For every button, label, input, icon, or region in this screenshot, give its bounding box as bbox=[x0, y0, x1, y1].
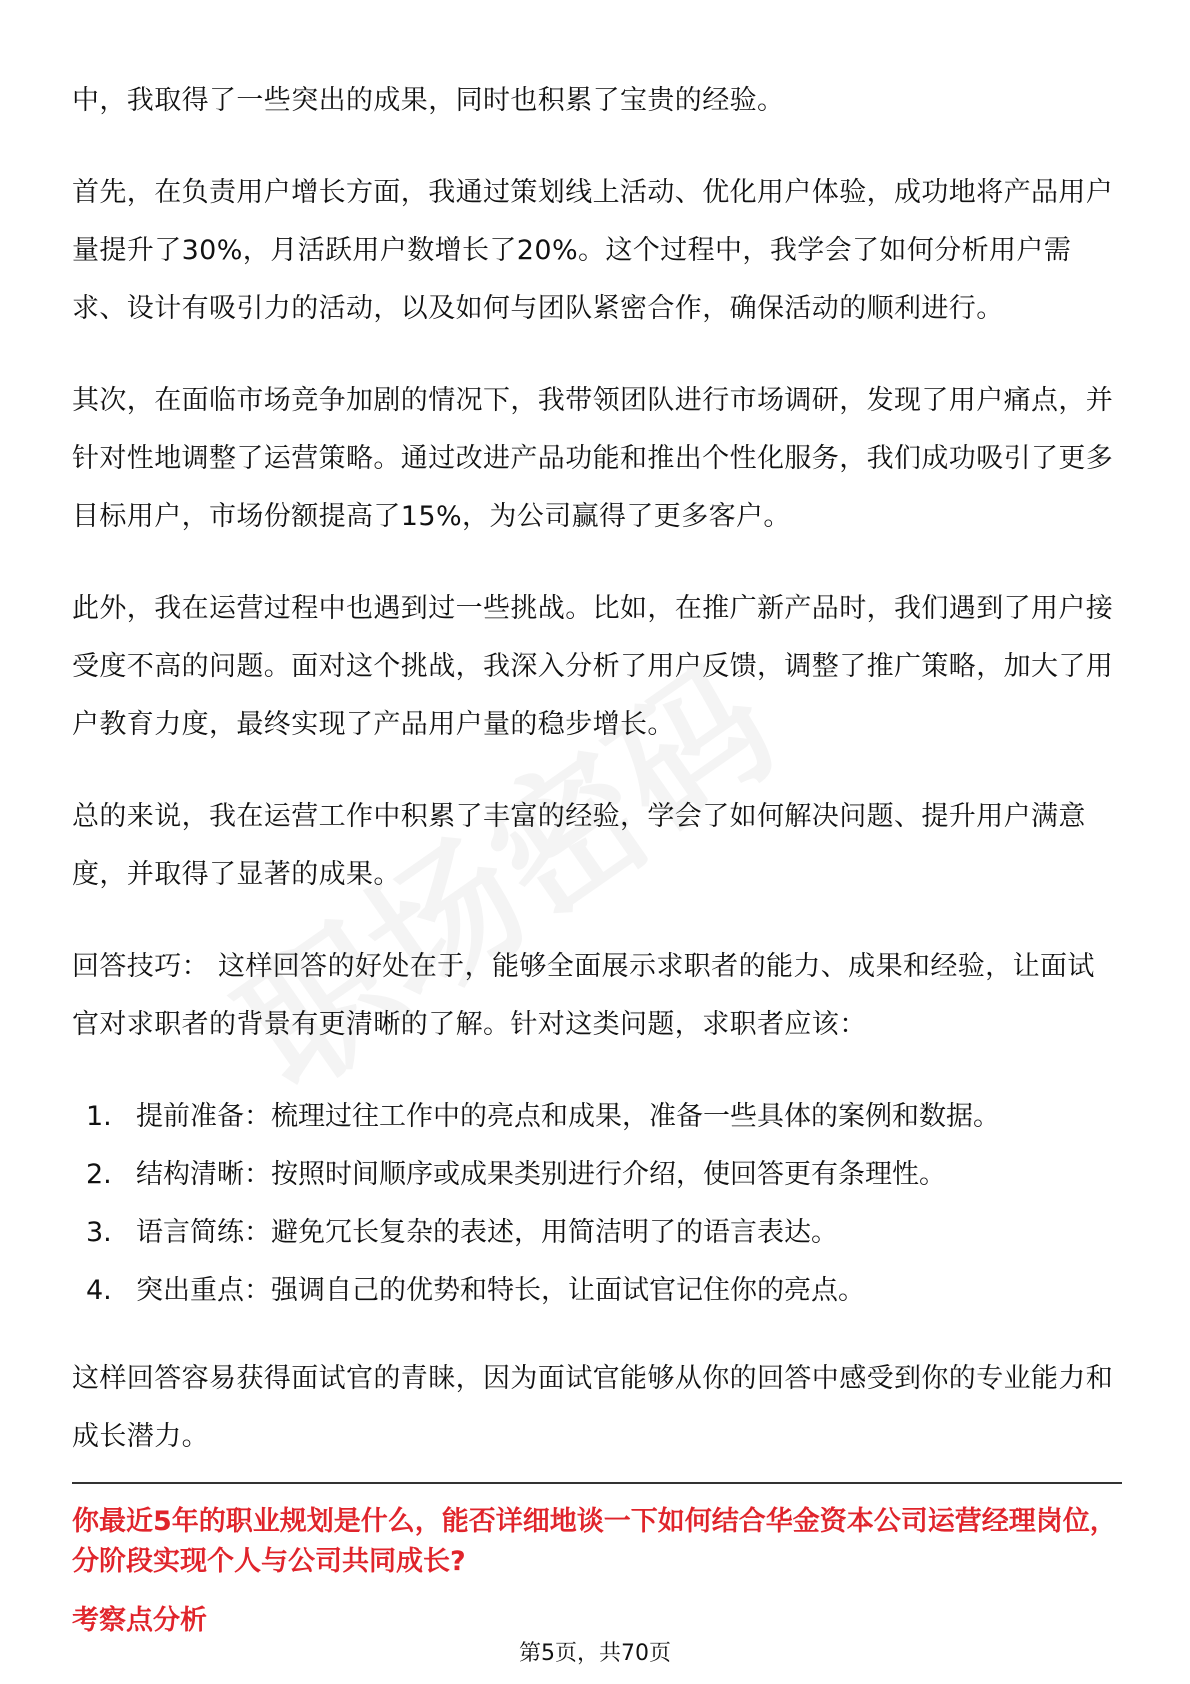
list-item-text: 提前准备：梳理过往工作中的亮点和成果，准备一些具体的案例和数据。 bbox=[136, 1101, 1000, 1132]
list-item-number: 3. bbox=[86, 1217, 112, 1248]
answer-tips-intro: 回答技巧： 这样回答的好处在于，能够全面展示求职者的能力、成果和经验，让面试官对求职者的背景有更清晰的了解。针对这类问题，求职者应该： bbox=[72, 951, 1095, 1040]
list-item-text: 结构清晰：按照时间顺序或成果类别进行介绍，使回答更有条理性。 bbox=[136, 1159, 946, 1190]
interview-question: 你最近5年的职业规划是什么，能否详细地谈一下如何结合华金资本公司运营经理岗位，分阶段实现个人与公司共同成长? bbox=[72, 1506, 1117, 1577]
paragraph: 总的来说，我在运营工作中积累了丰富的经验，学会了如何解决问题、提升用户满意度，并取得了显著的成果。 bbox=[72, 801, 1086, 890]
list-item bbox=[72, 1262, 1122, 1320]
list-item bbox=[72, 1088, 1122, 1146]
paragraph: 中，我取得了一些突出的成果，同时也积累了宝贵的经验。 bbox=[72, 85, 785, 116]
list-item bbox=[72, 1204, 1122, 1262]
list-item bbox=[72, 1146, 1122, 1204]
list-item-number: 1. bbox=[86, 1101, 112, 1132]
paragraph: 此外，我在运营过程中也遇到过一些挑战。比如，在推广新产品时，我们遇到了用户接受度不高的问题。面对这个挑战，我深入分析了用户反馈，调整了推广策略，加大了用户教育力度，最终实现了产品用户量的稳步增长。 bbox=[72, 593, 1114, 740]
section-divider bbox=[72, 1482, 1122, 1484]
list-item-number: 4. bbox=[86, 1275, 112, 1306]
list-item-text: 突出重点：强调自己的优势和特长，让面试官记住你的亮点。 bbox=[136, 1275, 865, 1306]
answer-body bbox=[72, 72, 1122, 1500]
paragraph: 首先，在负责用户增长方面，我通过策划线上活动、优化用户体验，成功地将产品用户量提升了30%，月活跃用户数增长了20%。这个过程中，我学会了如何分析用户需求、设计有吸引力的活动，以及如何与团队紧密合作，确保活动的顺利进行。 bbox=[72, 177, 1114, 324]
section-title: 考察点分析 bbox=[72, 1605, 207, 1636]
closing-paragraph: 这样回答容易获得面试官的青睐，因为面试官能够从你的回答中感受到你的专业能力和成长潜力。 bbox=[72, 1363, 1114, 1452]
list-item-text: 语言简练：避免冗长复杂的表述，用简洁明了的语言表达。 bbox=[136, 1217, 838, 1248]
paragraph: 其次，在面临市场竞争加剧的情况下，我带领团队进行市场调研，发现了用户痛点，并针对性地调整了运营策略。通过改进产品功能和推出个性化服务，我们成功吸引了更多目标用户，市场份额提高了15%，为公司赢得了更多客户。 bbox=[72, 385, 1114, 532]
page-number: 第5页，共70页 bbox=[519, 1641, 671, 1666]
list-item-number: 2. bbox=[86, 1159, 112, 1190]
tips-list bbox=[72, 1088, 1122, 1320]
